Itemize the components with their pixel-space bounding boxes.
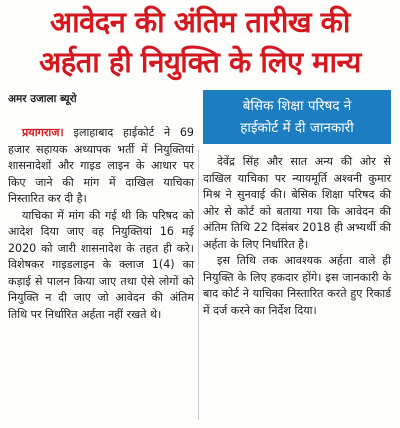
right-paragraph-2: इस तिथि तक आवश्यक अर्हता वाले ही नियुक्ति के लिए हकदार होंगे। इस जानकारी के बाद कोर्ट ने याचिका निस्तारित करते हुए रिकार्ड में दर्ज करने का निर्देश दिया। [203, 254, 391, 317]
right-paragraph-1: देवेंद्र सिंह और सात अन्य की ओर से दाखिल याचिका पर न्यायमूर्ति अश्वनी कुमार मिश्र ने सुनवाई की। बेसिक शिक्षा परिषद की ओर से कोर्ट को बताया गया कि आवेदन की अंतिम तिथि 22 दिसंबर 2018 ही अभ्यर्थी की अर्हता के लिए निर्धारित है। [203, 155, 391, 251]
dateline: प्रयागराज। [22, 126, 64, 139]
subheading-line-1: बेसिक शिक्षा परिषद ने [242, 98, 352, 114]
headline-line-1: आवेदन की अंतिम तारीख की [50, 5, 350, 39]
left-column [8, 125, 194, 323]
byline: अमर उजाला ब्यूरो [8, 93, 77, 105]
subheading-line-2: हाईकोर्ट में दी जानकारी [240, 120, 354, 136]
right-column [203, 154, 391, 319]
left-paragraph-1 [8, 125, 194, 208]
headline-line-2: अर्हता ही नियुक्ति के लिए मान्य [39, 45, 361, 79]
left-paragraph-2: याचिका में मांग की गई थी कि परिषद को आदेश दिया जाए वह नियुक्तियां 16 मई 2020 को जारी शासनादेश के तहत ही करे। विशेषकर गाइडलाइन के क्लाज 1(4) का कड़ाई से पालन किया जाए तथा ऐसे लोगों को नियुक्ति न दी जाए जो आवेदन की अंतिम तिथि पर निर्धारित अर्हता नहीं रखते थे। [8, 208, 194, 321]
headline [0, 2, 400, 82]
left-paragraph-1-text: इलाहाबाद हाईकोर्ट ने 69 हजार सहायक अध्यापक भर्ती में नियुक्तियां शासनादेशों और गाइड लाइन के आधार पर किए जाने की मांग में दाखिल याचिका निस्तारित कर दी है। [8, 126, 194, 205]
subheading-box [203, 90, 391, 144]
column-divider [198, 150, 199, 420]
